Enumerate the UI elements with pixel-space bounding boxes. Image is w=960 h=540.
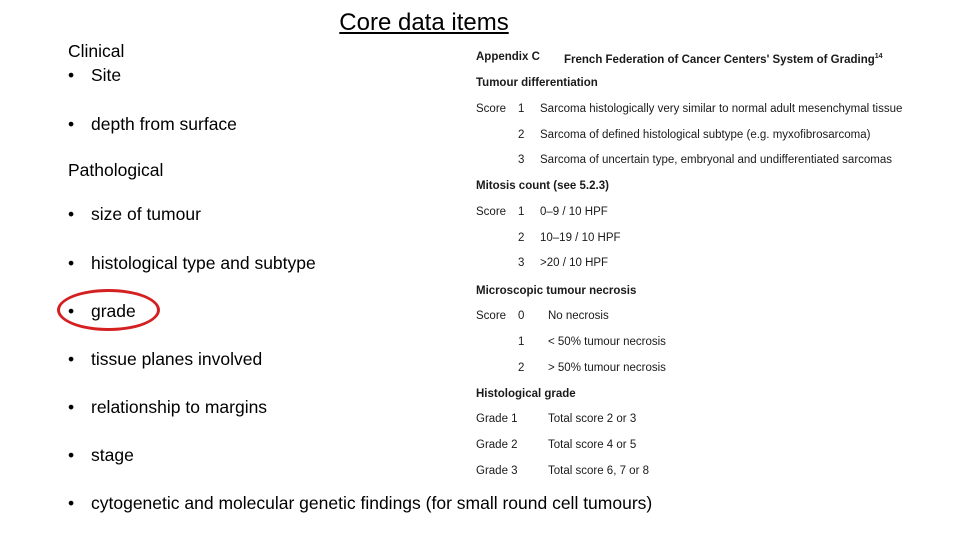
slide-title: Core data items	[339, 9, 509, 36]
list-item-depth	[68, 113, 237, 135]
score-number: 1	[518, 103, 525, 115]
score-text: Sarcoma of uncertain type, embryonal and undifferentiated sarcomas	[540, 154, 893, 166]
bullet: •	[68, 204, 75, 224]
bullet: •	[68, 493, 75, 513]
score-text: No necrosis	[548, 310, 609, 322]
differentiation-heading: Tumour differentiation	[476, 77, 598, 89]
score-number: 1	[518, 336, 525, 348]
score-number: 3	[518, 154, 525, 166]
score-number: 2	[518, 129, 525, 141]
appendix-label: Appendix C	[476, 51, 540, 63]
list-item-text: histological type and subtype	[91, 253, 316, 273]
bullet: •	[68, 253, 75, 273]
score-text: >20 / 10 HPF	[540, 257, 609, 269]
score-number: 2	[518, 232, 525, 244]
list-item-margins	[68, 396, 267, 418]
list-item-text: depth from surface	[91, 114, 237, 134]
list-item-site	[68, 64, 121, 86]
score-label: Score	[476, 206, 507, 218]
score-text: 10–19 / 10 HPF	[540, 232, 621, 244]
list-item-cytogenetic	[68, 492, 652, 514]
list-item-text: Site	[91, 65, 122, 85]
score-label: Score	[476, 310, 507, 322]
necrosis-heading: Microscopic tumour necrosis	[476, 285, 637, 297]
score-number: 0	[518, 310, 525, 322]
appendix-title	[564, 50, 883, 67]
list-item-text: cytogenetic and molecular genetic findings (for small round cell tumours)	[91, 493, 653, 513]
score-text: > 50% tumour necrosis	[548, 362, 666, 374]
grade-highlight-circle	[57, 289, 160, 331]
list-item-text: size of tumour	[91, 204, 201, 224]
bullet: •	[68, 114, 75, 134]
mitosis-heading: Mitosis count (see 5.2.3)	[476, 180, 609, 192]
list-item-size	[68, 203, 201, 225]
grade-heading: Histological grade	[476, 388, 576, 400]
score-text: 0–9 / 10 HPF	[540, 206, 608, 218]
list-item-stage	[68, 444, 134, 466]
score-text: < 50% tumour necrosis	[548, 336, 666, 348]
list-item-text: tissue planes involved	[91, 349, 263, 369]
list-item-text: grade	[91, 301, 136, 321]
list-item-text: relationship to margins	[91, 397, 268, 417]
score-number: 1	[518, 206, 525, 218]
list-item-histological-type	[68, 252, 316, 274]
score-text: Sarcoma of defined histological subtype (e.g. myxofibrosarcoma)	[540, 129, 871, 141]
pathological-heading: Pathological	[68, 160, 164, 180]
bullet: •	[68, 349, 75, 369]
bullet: •	[68, 445, 75, 465]
bullet: •	[68, 301, 75, 321]
grade-text: Total score 4 or 5	[548, 439, 637, 451]
bullet: •	[68, 65, 75, 85]
score-number: 3	[518, 257, 525, 269]
score-text: Sarcoma histologically very similar to normal adult mesenchymal tissue	[540, 103, 903, 115]
appendix-title-text: French Federation of Cancer Centers' System of Grading	[564, 53, 875, 66]
grade-label: Grade 2	[476, 439, 518, 451]
grade-text: Total score 6, 7 or 8	[548, 465, 649, 477]
appendix-title-sup: 14	[874, 53, 883, 60]
grade-label: Grade 1	[476, 413, 518, 425]
list-item-text: stage	[91, 445, 134, 465]
grade-text: Total score 2 or 3	[548, 413, 637, 425]
grade-label: Grade 3	[476, 465, 518, 477]
score-label: Score	[476, 103, 507, 115]
clinical-heading: Clinical	[68, 41, 125, 61]
bullet: •	[68, 397, 75, 417]
list-item-tissue-planes	[68, 348, 262, 370]
score-number: 2	[518, 362, 525, 374]
